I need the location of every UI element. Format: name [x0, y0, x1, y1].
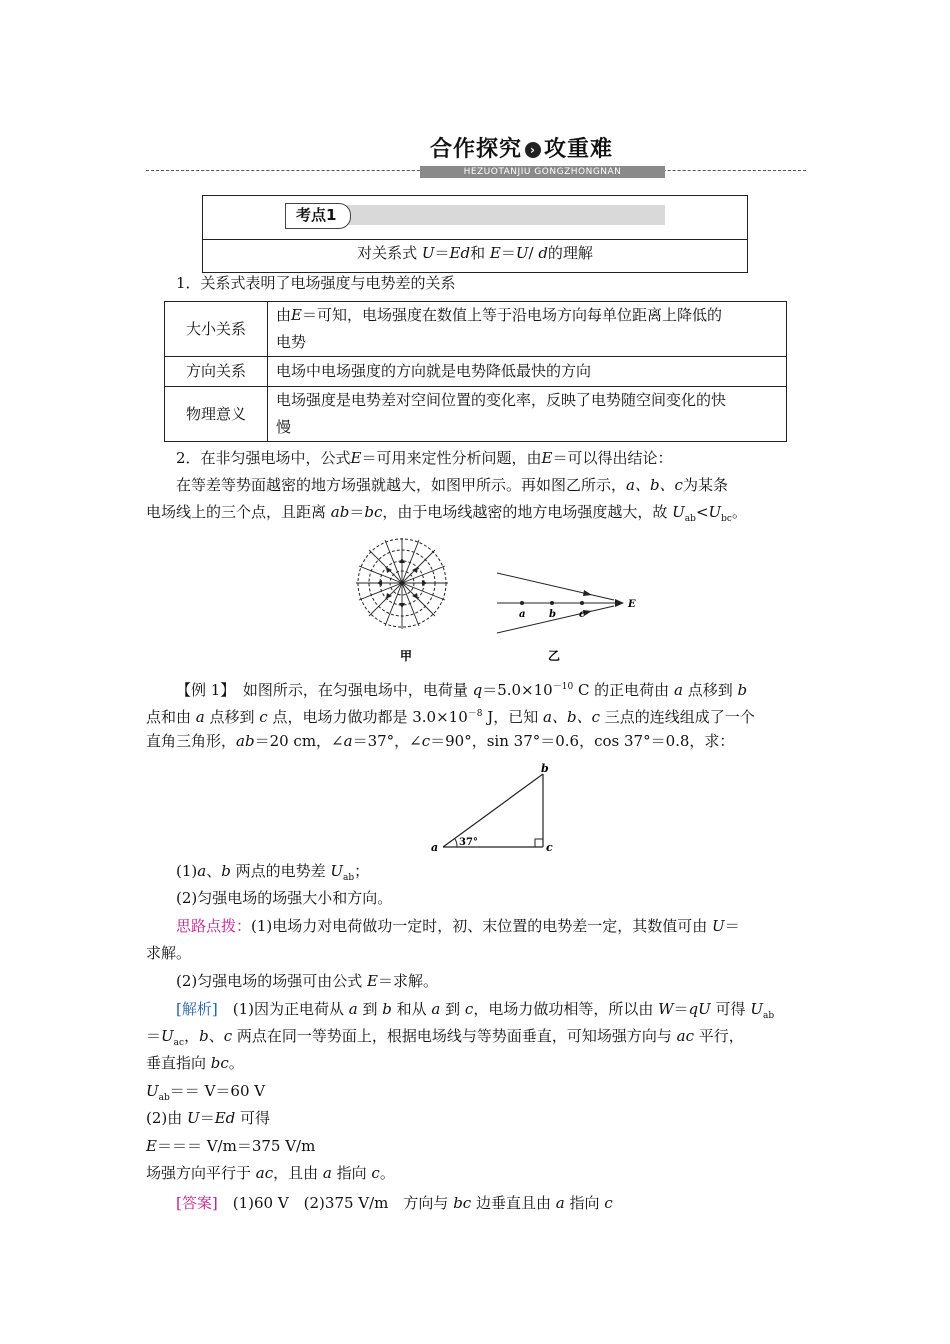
q1-sub: ab: [343, 873, 355, 883]
s2-para2-ab: ab: [330, 503, 350, 521]
example-l2-a: a: [195, 708, 205, 726]
s2-heading-var1: E: [350, 449, 362, 467]
kaodian-title-f1: U: [421, 244, 435, 262]
an-l2-end: 平行，: [694, 1027, 744, 1045]
fig-yi-label-E: E: [628, 599, 636, 610]
s2-para2-sub-bc: bc: [721, 514, 732, 524]
an-l1-t5: 可得: [710, 1000, 751, 1018]
an-l7-t: 指向: [331, 1164, 372, 1182]
an-l1-t4: ，电场力做功相等，所以由: [473, 1000, 659, 1018]
an-l2-c: c: [223, 1027, 233, 1045]
table-row: [165, 357, 787, 387]
answer-label: [答案]: [176, 1194, 218, 1212]
hint-l1-text: (1)电场力对电荷做功一定时，初、末位置的电势差一定，其数值可由: [251, 917, 713, 935]
an-l5-end: 可得: [235, 1109, 271, 1127]
an-l3-end: 。: [228, 1054, 244, 1072]
analysis-label: [解析]: [176, 1000, 218, 1018]
example-line2: [146, 703, 755, 728]
an-l3-pre: 垂直指向: [146, 1054, 211, 1072]
an-l1-W: W: [658, 1000, 674, 1018]
answer-t: 指向: [564, 1194, 605, 1212]
an-l2-t3: 两点在同一等势面上，根据电场线与等势面垂直，可知场强方向与: [232, 1027, 677, 1045]
table-value: [268, 302, 787, 357]
an-l5-pre: (2)由: [146, 1109, 188, 1127]
section1-heading: 1．关系式表明了电场强度与电势差的关系: [176, 274, 456, 292]
table-key: 大小关系: [165, 302, 268, 357]
q1-end: ；: [354, 862, 370, 880]
banner-title-part2: 攻重难: [544, 137, 614, 162]
example-l1-b: b: [737, 681, 748, 699]
table-value-line1: ＝可知，电场强度在数值上等于沿电场方向每单位距离上降低的: [301, 306, 722, 324]
s2-para2-bc: bc: [364, 503, 383, 521]
triangle-angle: 37°: [459, 837, 478, 848]
example-l3-end: ＝90°，sin 37°＝0.6，cos 37°＝0.8，求：: [430, 732, 735, 750]
an-l4-sub: ab: [158, 1093, 170, 1103]
an-l1-qU: qU: [688, 1000, 711, 1018]
example-l1-val: ＝5.0×10: [482, 681, 553, 699]
example-l3-c: c: [421, 732, 431, 750]
analysis-line1: [176, 998, 774, 1027]
kaodian-title-f3: E: [489, 244, 501, 262]
s2-para1-vars: a、b、c: [626, 476, 683, 494]
example-l2-vars: a、b、c: [543, 708, 600, 726]
table-value-line2: 电势: [276, 333, 307, 351]
example-l3-mid2: ＝37°，∠: [352, 732, 422, 750]
analysis-line5: [146, 1107, 270, 1129]
q1-a: a: [197, 862, 207, 880]
hint-label: 思路点拨：: [176, 917, 252, 935]
hint-l1-U: U: [712, 917, 725, 935]
an-l1-t3: 到: [440, 1000, 465, 1018]
kaodian-title-f4: U: [515, 244, 529, 262]
section2-heading: [176, 447, 672, 469]
q1-pre: (1): [176, 862, 198, 880]
example-l2-mid: 点移到: [204, 708, 260, 726]
hint-l3-pre: (2)匀强电场的场强可由公式: [176, 972, 368, 990]
triangle-figure: [425, 762, 565, 857]
field-figures: [352, 538, 642, 668]
hint-l3-end: ＝求解。: [377, 972, 438, 990]
answer-line: [176, 1192, 613, 1214]
section2-para1: [176, 474, 728, 496]
table-value-line1: 电场强度是电势差对空间位置的变化率，反映了电势随空间变化的快: [276, 391, 727, 409]
an-l1-pre: (1)因为正电荷从: [217, 1000, 349, 1018]
an-l1-a: a: [348, 1000, 358, 1018]
an-l3-bc: bc: [210, 1054, 229, 1072]
an-l1-U: U: [750, 1000, 763, 1018]
an-l7-a: a: [322, 1164, 332, 1182]
table-key: 物理意义: [165, 387, 268, 442]
answer-pre: (1)60 V (2)375 V/m 方向与: [217, 1194, 454, 1212]
example-line1: [176, 676, 747, 701]
s2-heading-post: ＝可以得出结论：: [552, 449, 673, 467]
s2-heading-mid: ＝可用来定性分析问题，由: [361, 449, 542, 467]
an-l5-Ed: Ed: [214, 1109, 236, 1127]
example-l1-rest: C 的正电荷由: [573, 681, 674, 699]
answer-a: a: [555, 1194, 565, 1212]
example-tag: 【例 1】: [176, 681, 228, 699]
hint-l3-E: E: [367, 972, 378, 990]
example-l1-q: q: [472, 681, 483, 699]
example-l3-mid: ＝20 cm，∠: [254, 732, 344, 750]
figure-yi-caption: 乙: [548, 649, 561, 663]
q1-text: 两点的电势差: [230, 862, 331, 880]
relation-table: [164, 301, 787, 442]
table-row: [165, 302, 787, 357]
an-l7-mid: ，且由: [273, 1164, 323, 1182]
an-l1-a2: a: [431, 1000, 441, 1018]
kaodian-title-pre: 对关系式: [357, 244, 422, 262]
kaodian-title-f5: d: [538, 244, 548, 262]
kaodian-title-mid4: /: [528, 244, 539, 262]
an-l7-c: c: [371, 1164, 380, 1182]
an-l7-pre: 场强方向平行于: [146, 1164, 256, 1182]
chevron-right-icon: ›: [525, 142, 541, 158]
an-l4-rest: ＝＝ V＝60 V: [169, 1082, 266, 1100]
fig-yi-label-a: a: [519, 609, 526, 620]
an-l5-eq: ＝: [199, 1109, 215, 1127]
s2-para2-lt: <: [695, 503, 709, 521]
example-l2-rest: 点，电场力做功都是 3.0×10: [267, 708, 468, 726]
example-l2-end: 三点的连线组成了一个: [600, 708, 755, 726]
analysis-line7: [146, 1162, 395, 1184]
an-l2-pre: ＝: [146, 1027, 162, 1045]
kaodian-title-f2: Ed: [449, 244, 471, 262]
example-l2-exp: －8: [467, 709, 483, 719]
section2-para2: 电场线上的三个点，且距离 ab＝bc，由于电场线越密的地方电场强度越大，故 $U_{ab}<U_{bc}$。: [146, 503, 747, 524]
question-1: [176, 860, 369, 889]
q1-U: U: [330, 862, 344, 880]
triangle-vertex-a: a: [431, 841, 439, 854]
analysis-line3: [146, 1052, 244, 1074]
hint-line3: [176, 970, 438, 992]
kaodian-title: [202, 242, 748, 264]
an-l1-sub: ab: [762, 1011, 775, 1021]
an-l2-b: b: [199, 1027, 209, 1045]
an-l7-end: 。: [379, 1164, 395, 1182]
s2-heading-pre: 2．在非匀强电场中，公式: [176, 449, 351, 467]
example-l1-pre: 如图所示，在匀强电场中，电荷量: [227, 681, 473, 699]
kaodian-label: 考点1: [285, 203, 351, 229]
example-l1-a: a: [673, 681, 683, 699]
table-row: [165, 387, 787, 442]
banner-title-part1: 合作探究: [430, 137, 523, 162]
example-line3: [146, 730, 734, 752]
kaodian-title-post: 的理解: [547, 244, 593, 262]
analysis-line4: [146, 1080, 265, 1109]
figure-jia-caption: 甲: [400, 649, 413, 663]
an-l4-U: U: [146, 1082, 159, 1100]
an-l2-ac: ac: [676, 1027, 695, 1045]
example-l3-ab: ab: [236, 732, 255, 750]
hint-line1: [176, 915, 740, 937]
question-2: (2)匀强电场的场强大小和方向。: [176, 889, 393, 907]
answer-c: c: [604, 1194, 613, 1212]
an-l1-b: b: [382, 1000, 392, 1018]
example-l2-pre: 点和由: [146, 708, 196, 726]
analysis-line6: [146, 1135, 315, 1157]
hint-line2: 求解。: [146, 944, 192, 962]
an-l7-ac: ac: [255, 1164, 274, 1182]
an-l1-t2: 和从: [391, 1000, 432, 1018]
s2-para2-eq: ＝: [349, 503, 365, 521]
an-l2-U: U: [161, 1027, 174, 1045]
answer-bc: bc: [453, 1194, 472, 1212]
table-key: 方向关系: [165, 357, 268, 387]
s2-heading-var2: E: [541, 449, 553, 467]
an-l6-E: E: [146, 1137, 157, 1155]
triangle-vertex-c: c: [546, 841, 553, 854]
kaodian-divider: [202, 239, 748, 240]
banner-pinyin: HEZUOTANJIU GONGZHONGNAN: [420, 166, 665, 178]
example-l2-tail: J，已知: [482, 708, 544, 726]
analysis-line2: [146, 1025, 744, 1054]
section-banner-title: [430, 132, 613, 163]
s2-para1-tail: 为某条: [682, 476, 728, 494]
table-value: [268, 387, 787, 442]
figure-yi-field-lines: [497, 573, 636, 633]
an-l5-U: U: [187, 1109, 200, 1127]
s2-para2-pre: 电场线上的三个点，且距离: [146, 503, 331, 521]
fig-yi-label-b: b: [549, 609, 556, 620]
q1-b: b: [221, 862, 231, 880]
kaodian-title-mid1: ＝: [434, 244, 450, 262]
table-value-var: E: [291, 306, 302, 324]
an-l2-t1: ，: [184, 1027, 200, 1045]
an-l2-t2: 、: [208, 1027, 224, 1045]
example-l3-pre: 直角三角形，: [146, 732, 237, 750]
example-l3-a: a: [343, 732, 353, 750]
answer-mid: 边垂直且由: [471, 1194, 556, 1212]
s2-para2-U: U: [672, 503, 685, 521]
an-l1-c: c: [464, 1000, 474, 1018]
table-value: 电场中电场强度的方向就是电势降低最快的方向: [268, 357, 787, 387]
fig-yi-label-c: c: [579, 609, 586, 620]
table-value-line2: 慢: [276, 418, 292, 436]
table-value-pre: 由: [276, 306, 292, 324]
an-l1-eq: ＝: [673, 1000, 689, 1018]
kaodian-title-mid2: 和: [470, 244, 490, 262]
example-l1-rest2: 点移到: [682, 681, 738, 699]
s2-para2-mid: ，由于电场线越密的地方电场强度越大，故: [382, 503, 673, 521]
hint-l1-end: ＝: [724, 917, 740, 935]
s2-para1-text: 在等差等势面越密的地方场强就越大，如图甲所示。再如图乙所示，: [176, 476, 627, 494]
an-l2-sub: ac: [173, 1038, 185, 1048]
kaodian-title-mid3: ＝: [500, 244, 516, 262]
s2-para2-sub-ab: ab: [684, 514, 696, 524]
figure-jia-equipotential: [356, 538, 448, 629]
q1-mid: 、: [206, 862, 222, 880]
an-l6-rest: ＝＝＝ V/m＝375 V/m: [156, 1137, 316, 1155]
example-l1-exp: －10: [552, 682, 574, 692]
triangle-vertex-b: b: [541, 762, 549, 775]
an-l1-t1: 到: [357, 1000, 383, 1018]
example-l2-c: c: [259, 708, 268, 726]
s2-para2-end: 。: [731, 503, 747, 521]
